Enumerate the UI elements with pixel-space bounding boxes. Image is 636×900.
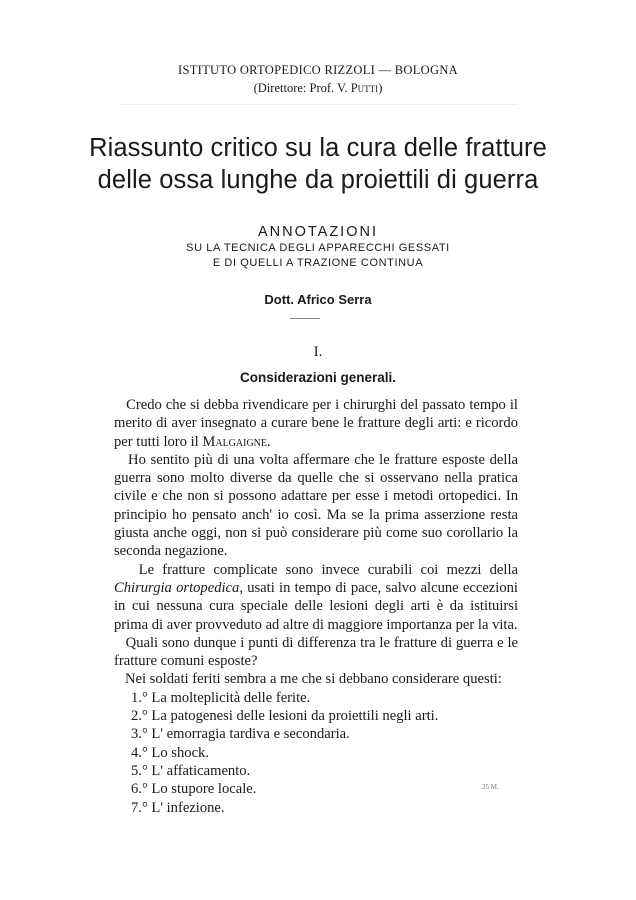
director-prefix: (Direttore: Prof. V. (253, 81, 351, 95)
subtitle-line-1: SU LA TECNICA DEGLI APPARECCHI GESSATI (186, 242, 450, 254)
paragraph-1-end: . (267, 433, 271, 450)
list-item: 5.° L' affaticamento. (131, 762, 251, 779)
director-suffix: ) (378, 81, 383, 95)
institute-header: ISTITUTO ORTOPEDICO RIZZOLI — BOLOGNA (177, 63, 458, 77)
paragraph-1 (114, 396, 518, 451)
paragraph-2-text: Ho sentito più di una volta affermare che le fratture esposte della guerra sono molto diverse da quelle che si osservano nella pratica civile e che non si possono adattare per esse i metodi ortopedici. In principio ho pensato anch' io così. Ma se la prima asserzione resta giusta anche oggi, non si può considerare più come suo corollario la seconda negazione. (114, 451, 518, 560)
list-item: 2.° La patogenesi delle lesioni da proiettili negli arti. (131, 708, 439, 725)
list-item: 3.° L' emorragia tardiva e secondaria. (131, 726, 350, 743)
list-item: 6.° Lo stupore locale. (131, 781, 257, 798)
title-line-2: delle ossa lunghe da proiettili di guerra (97, 166, 539, 194)
section-title: Considerazioni generali. (239, 370, 397, 385)
section-number: I. (313, 344, 323, 360)
list-item: 7.° L' infezione. (131, 799, 225, 816)
list-item: 4.° Lo shock. (131, 744, 209, 761)
separator-rule (290, 318, 320, 319)
author-name: Dott. Africo Serra (264, 292, 372, 307)
subtitle-heading: ANNOTAZIONI (257, 224, 378, 240)
paragraph-4-text: Quali sono dunque i punti di differenza tra le fratture di guerra e le fratture comuni esposte? (114, 634, 518, 670)
paragraph-3-text: Le fratture complicate sono invece curabili coi mezzi della (138, 561, 518, 578)
paragraph-5-text: Nei soldati feriti sembra a me che si debbano considerare questi: (124, 671, 502, 688)
paragraph-4 (114, 634, 518, 671)
scan-artifact-line (118, 104, 518, 105)
subtitle-line-2: E DI QUELLI A TRAZIONE CONTINUA (212, 257, 424, 269)
title-line-1: Riassunto critico su la cura delle fratture (89, 134, 547, 162)
paragraph-1-text: Credo che si debba rivendicare per i chirurghi del passato tempo il merito di aver insegnato a curare bene le fratture degli arti: e ricordo per tutti loro il (114, 397, 518, 450)
considerations-list (114, 689, 518, 817)
body-text (114, 396, 518, 817)
paragraph-3 (114, 561, 518, 634)
page-signature-mark: 25 M. (482, 783, 499, 791)
director-line (0, 81, 636, 96)
list-item: 1.° La molteplicità delle ferite. (131, 689, 311, 706)
author-reference: Malgaigne (202, 433, 268, 450)
director-name: Putti (350, 81, 379, 95)
paragraph-5 (114, 670, 518, 688)
paragraph-3-rest: usati in tempo di pace, salvo alcune eccezioni in cui nessuna cura speciale delle lesioni degli arti è da istituirsi prima di aver provveduto ad altre di maggiore importanza per la vita. (114, 579, 518, 633)
paragraph-3-emphasis: Chirurgia ortopedica, (114, 579, 243, 596)
paragraph-2 (114, 451, 518, 561)
